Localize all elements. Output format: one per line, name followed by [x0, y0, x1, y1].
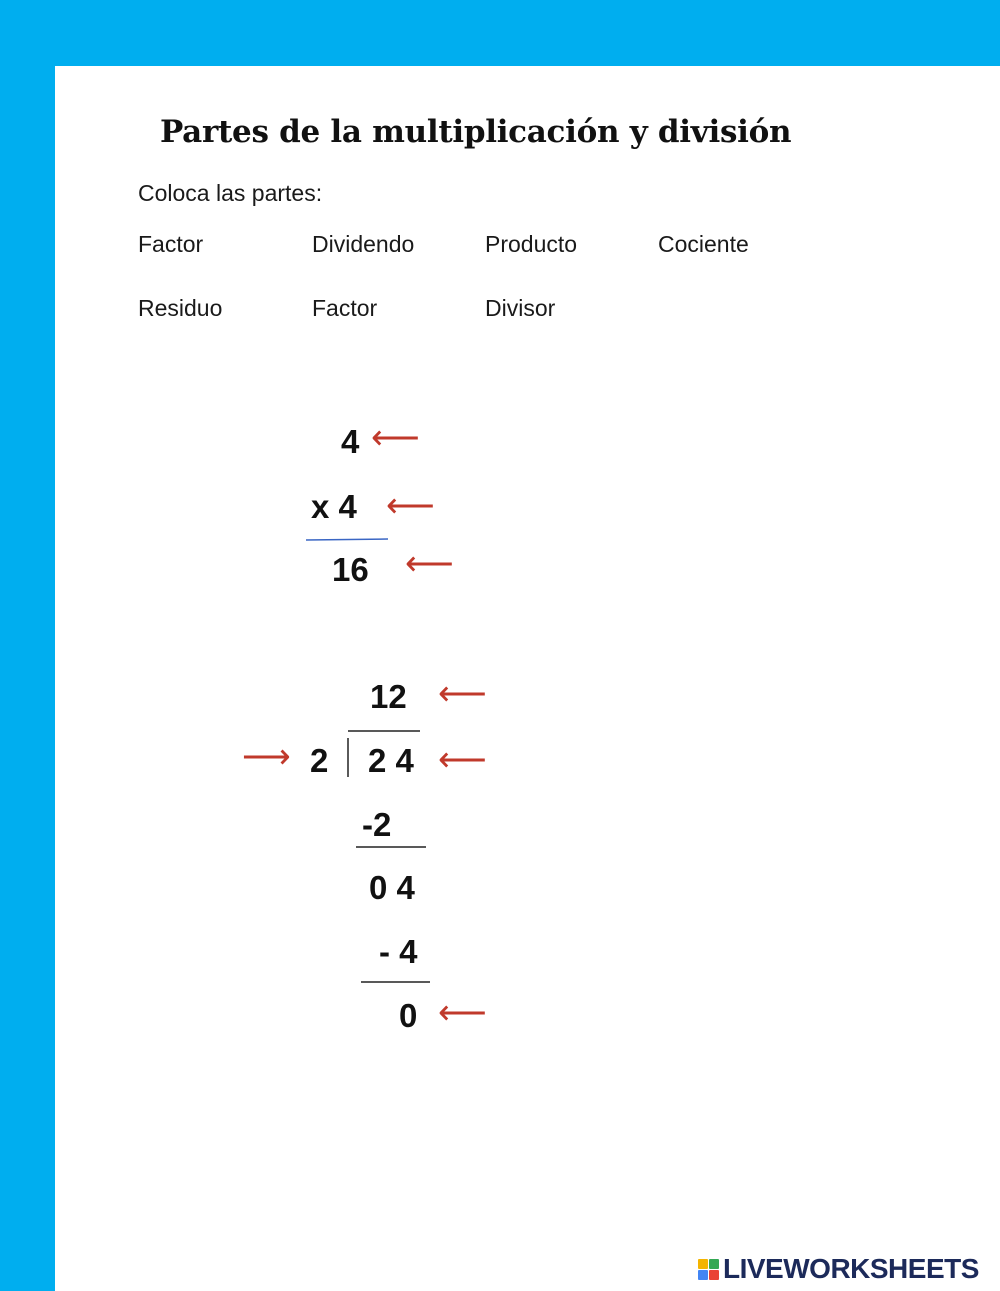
logo-square	[698, 1270, 708, 1280]
word-bank-item: Divisor	[485, 295, 556, 321]
page-title: Partes de la multiplicación y división	[160, 114, 792, 150]
multiplication-factor-2: x 4	[311, 488, 357, 525]
liveworksheets-logo-icon	[698, 1259, 719, 1280]
liveworksheets-logo	[698, 1253, 979, 1285]
word-bank-item: Factor	[138, 231, 204, 257]
logo-square	[698, 1259, 708, 1269]
answer-arrow-factor-1[interactable]: ⟵	[371, 419, 420, 457]
logo-square	[709, 1259, 719, 1269]
word-bank-item: Residuo	[138, 295, 223, 321]
word-bank-item: Cociente	[658, 231, 749, 257]
multiplication-product: 16	[332, 551, 369, 588]
answer-arrow-product[interactable]: ⟵	[405, 545, 454, 583]
logo-text: LIVEWORKSHEETS	[723, 1253, 979, 1284]
answer-arrow-factor-2[interactable]: ⟵	[386, 487, 435, 525]
word-bank-item: Factor	[312, 295, 378, 321]
answer-arrow-remainder[interactable]: ⟵	[438, 994, 487, 1032]
division-quotient: 12	[370, 678, 407, 715]
logo-square	[709, 1270, 719, 1280]
division-divisor: 2	[310, 742, 329, 779]
division-step-subtract-2: - 4	[379, 933, 418, 970]
division-step-partial: 0 4	[369, 869, 415, 906]
division-remainder: 0	[399, 997, 418, 1034]
instruction-text: Coloca las partes:	[138, 180, 323, 206]
division-dividend: 2 4	[368, 742, 414, 779]
division-step-subtract-1: -2	[362, 806, 392, 843]
answer-arrow-dividend[interactable]: ⟵	[438, 741, 487, 779]
word-bank-item: Dividendo	[312, 231, 415, 257]
multiplication-factor-1: 4	[341, 423, 360, 460]
answer-arrow-divisor[interactable]: ⟶	[242, 738, 291, 776]
answer-arrow-quotient[interactable]: ⟵	[438, 675, 487, 713]
word-bank-item: Producto	[485, 231, 578, 257]
